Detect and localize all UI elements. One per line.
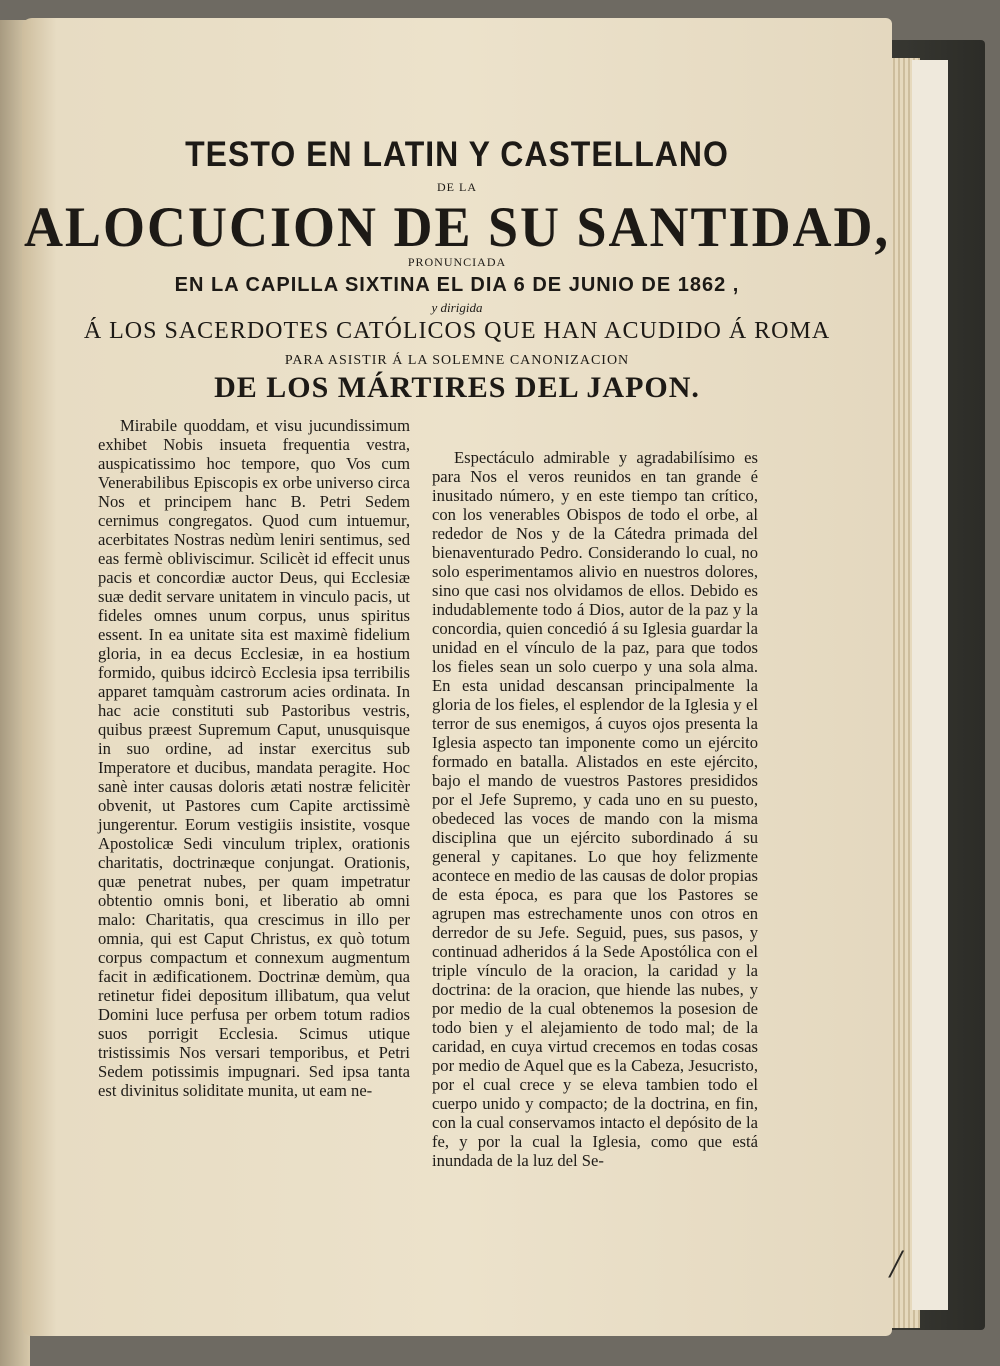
heading-testo: TESTO EN LATIN Y CASTELLANO	[185, 134, 729, 174]
heading-alocucion: ALOCUCION DE SU SANTIDAD,	[23, 195, 891, 259]
heading-canonizacion: PARA ASISTIR Á LA SOLEMNE CANONIZACION	[284, 353, 630, 368]
book-page	[22, 18, 892, 1336]
heading-martires: DE LOS MÁRTIRES DEL JAPON.	[214, 371, 700, 404]
heading-de-la: DE LA	[437, 180, 477, 194]
margin-mark: /	[890, 1241, 902, 1286]
latin-column	[98, 416, 410, 1100]
spanish-paragraph: Espectáculo admirable y agradabilísimo es para Nos el veros reunidos en tan grande é inusitado número, y en este tiempo tan crítico, con los venerables Obispos de todo el orbe, al rededor de Nos y de la Cátedra primada del bienaventurado Pedro. Considerando lo cual, no solo esperimentamos alivio en nuestros dolores, sino que casi nos olvidamos de ellos. Debido es indudablemente todo á Dios, autor de la paz y la concordia, quien concedió á su Iglesia guardar la unidad en el vínculo de la paz, para que todos los fieles sean un solo cuerpo y una sola alma. En esta unidad descansan principalmente la gloria de los fieles, el esplendor de la Iglesia y el terror de sus enemigos, á cuyos ojos presenta la Iglesia aspecto tan imponente como un ejército formado en batalla. Alistados en este ejército, bajo el mando de vuestros Pastores presididos por el Jefe Supremo, y cada uno en su puesto, obedeced las voces de mando con la misma disciplina que un ejército subordinado á su general y capitanes. Lo que hoy felizmente acontece en medio de las causas de dolor propias de esta época, es para que los Pastores se agrupen mas estrechamente unos con otros en derredor de su Jefe. Seguid, pues, sus pasos, y continuad adheridos á la Sede Apostólica con el triple vínculo de la oracion, la caridad y la doctrina: de la oracion, que hiende las nubes, y por medio de la cual obtenemos la posesion de todo bien y el alejamiento de todo mal; de la caridad, en cuya virtud crecemos en todas cosas por medio de Aquel que es la Cabeza, Jesucristo, por el cual crece y se eleva tambien todo el cuerpo unido y compacto; de la doctrina, en fin, con la cual conservamos intacto el depósito de la fe, y por la cual la Iglesia, como que está inundada de la luz del Se-	[432, 448, 758, 1170]
paper-slip	[912, 60, 948, 1310]
heading-dirigida: y dirigida	[431, 300, 483, 315]
heading-pronunciada: PRONUNCIADA	[407, 255, 507, 269]
heading-capilla: EN LA CAPILLA SIXTINA EL DIA 6 DE JUNIO DE 1862 ,	[174, 274, 740, 296]
latin-paragraph: Mirabile quoddam, et visu jucundissimum exhibet Nobis insueta frequentia vestra, auspicatissimo hoc tempore, quo Vos cum Venerabilibus Episcopis ex orbe universo circa Nos et principem hanc B. Petri Sedem cernimus congregatos. Quod cum intuemur, acerbitates Nostras nedùm leniri sentimus, sed eas fermè obliviscimur. Scilicèt id effecit unus pacis et concordiæ auctor Deus, qui Ecclesiæ suæ dedit servare unitatem in vinculo pacis, ut fideles omnes unum corpus, unus spiritus essent. In ea unitate sita est maximè fidelium gloria, in ea decus Ecclesiæ, in ea hostium formido, quibus idcircò Ecclesia ipsa terribilis apparet tamquàm castrorum acies ordinata. In hac acie constituti sub Pastoribus vestris, quibus præest Supremum Caput, unusquisque in suo ordine, ad instar exercitus sub Imperatore et ducibus, mandata peragite. Hoc sanè inter causas doloris ætati nostræ felicitèr obvenit, ut Pastores cum Capite arctissimè jungerentur. Eorum vestigiis insistite, vosque Apostolicæ Sedi vinculum triplex, orationis charitatis, doctrinæque conjungat. Orationis, quæ penetrat nubes, per quam impetratur obtentio omnis boni, et liberatio ab omni malo: Charitatis, qua crescimus in illo per omnia, qui est Caput Christus, ex quò totum corpus compactum et connexum augmentum facit in ædificationem. Doctrinæ demùm, qua retinetur fidei depositum illibatum, qua velut Domini luce perfusa per orbem totum radios suos porrigit Ecclesia. Scimus utique tristissimis Nos versari temporibus, et Petri Sedem potissimis impugnari. Sed ipsa tanta est divinitus soliditate munita, ut eam ne-	[98, 416, 410, 1100]
spanish-column	[432, 448, 758, 1170]
heading-sacerdotes: Á LOS SACERDOTES CATÓLICOS QUE HAN ACUDIDO Á ROMA	[83, 318, 831, 344]
